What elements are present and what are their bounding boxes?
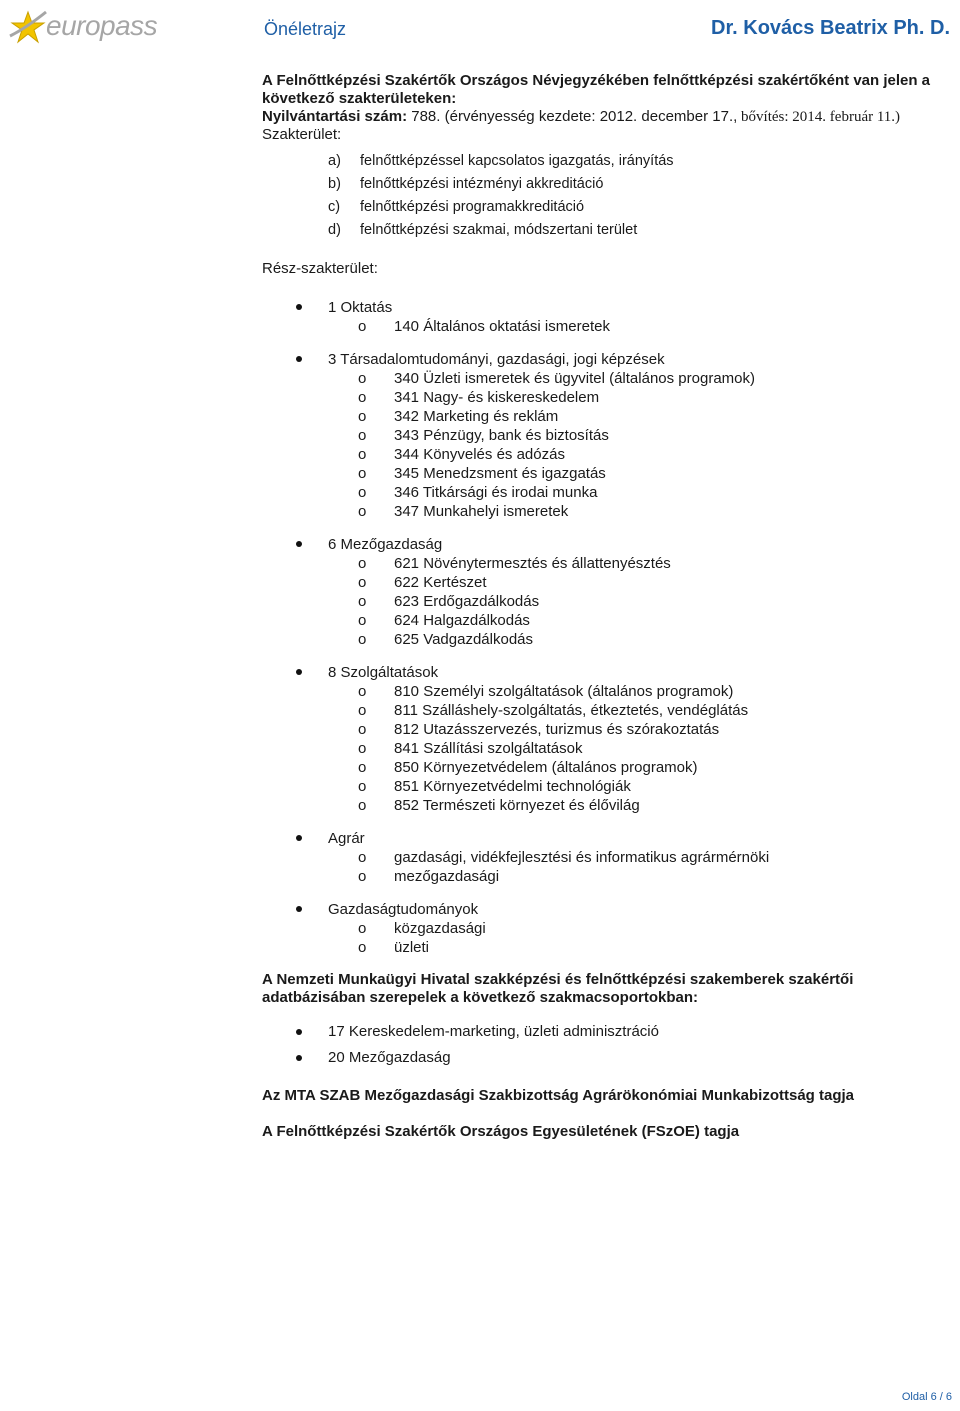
europass-wordmark: europass xyxy=(46,10,158,41)
europass-logo xyxy=(6,6,156,50)
circle-bullet-icon: o xyxy=(358,683,367,700)
list-item xyxy=(358,682,952,701)
subfield-item-list xyxy=(328,554,952,649)
subfield-group-title: 6 Mezőgazdaság xyxy=(328,536,443,553)
list-item xyxy=(358,720,952,739)
field-list xyxy=(262,150,952,242)
subfield-group xyxy=(262,663,952,815)
list-marker: c) xyxy=(328,199,341,215)
circle-bullet-icon: o xyxy=(358,503,367,520)
subfield-group xyxy=(262,298,952,336)
list-item-text: 623 Erdőgazdálkodás xyxy=(394,593,540,610)
list-item-text: felnőttképzési programakkreditáció xyxy=(360,199,585,215)
list-item xyxy=(358,407,952,426)
list-item xyxy=(262,1019,952,1045)
membership-fszoe: A Felnőttképzési Szakértők Országos Egyesületének (FSzOE) tagja xyxy=(262,1123,740,1140)
list-item xyxy=(358,919,952,938)
list-item xyxy=(358,611,952,630)
circle-bullet-icon: o xyxy=(358,574,367,591)
list-item xyxy=(358,426,952,445)
circle-bullet-icon: o xyxy=(358,920,367,937)
subfield-group xyxy=(262,829,952,886)
expert-registry-intro: A Felnőttképzési Szakértők Országos Névjegyzékében felnőttképzési szakértőként van jelen a következő szakterületeken: xyxy=(262,72,931,107)
list-item-text: 850 Környezetvédelem (általános programok) xyxy=(394,759,698,776)
subfield-group-title: 8 Szolgáltatások xyxy=(328,664,439,681)
subfield-item-list xyxy=(328,919,952,957)
bullet-icon xyxy=(296,541,302,547)
circle-bullet-icon: o xyxy=(358,555,367,572)
list-item-text: 852 Természeti környezet és élővilág xyxy=(394,797,640,814)
list-item xyxy=(358,554,952,573)
subfield-item-list xyxy=(328,848,952,886)
subfield-group xyxy=(262,535,952,649)
circle-bullet-icon: o xyxy=(358,759,367,776)
subfield-item-list xyxy=(328,369,952,521)
list-item-text: üzleti xyxy=(394,939,430,956)
subfield-group-title: Gazdaságtudományok xyxy=(328,901,479,918)
list-item-text: 624 Halgazdálkodás xyxy=(394,612,530,629)
list-item-text: 345 Menedzsment és igazgatás xyxy=(394,465,606,482)
list-item-text: felnőttképzéssel kapcsolatos igazgatás, irányítás xyxy=(360,153,674,169)
list-item-text: 344 Könyvelés és adózás xyxy=(394,446,565,463)
list-item xyxy=(358,848,952,867)
list-item xyxy=(358,796,952,815)
list-item xyxy=(358,388,952,407)
list-item xyxy=(328,219,952,242)
circle-bullet-icon: o xyxy=(358,484,367,501)
subfield-group xyxy=(262,350,952,521)
list-item xyxy=(358,758,952,777)
subfield-group-title: Agrár xyxy=(328,830,365,847)
list-item xyxy=(328,150,952,173)
list-item-text: 841 Szállítási szolgáltatások xyxy=(394,740,583,757)
circle-bullet-icon: o xyxy=(358,849,367,866)
list-item xyxy=(328,173,952,196)
nmh-list xyxy=(262,1019,952,1071)
page-header xyxy=(0,0,960,60)
circle-bullet-icon: o xyxy=(358,465,367,482)
bullet-icon xyxy=(296,1055,302,1061)
list-item-text: 343 Pénzügy, bank és biztosítás xyxy=(394,427,609,444)
registration-label: Nyilvántartási szám: xyxy=(262,108,408,125)
list-item xyxy=(358,369,952,388)
list-item xyxy=(358,317,952,336)
circle-bullet-icon: o xyxy=(358,408,367,425)
list-item-text: gazdasági, vidékfejlesztési és informatikus agrármérnöki xyxy=(394,849,770,866)
list-item xyxy=(358,701,952,720)
circle-bullet-icon: o xyxy=(358,939,367,956)
person-name: Dr. Kovács Beatrix Ph. D. xyxy=(711,17,950,39)
nmh-heading: A Nemzeti Munkaügyi Hivatal szakképzési és felnőttképzési szakemberek szakértői adatbázisában szerepelek a következő szakmacsoportokban: xyxy=(262,971,854,1006)
subfield-label: Rész-szakterület: xyxy=(262,260,378,277)
circle-bullet-icon: o xyxy=(358,427,367,444)
bullet-icon xyxy=(296,669,302,675)
list-item xyxy=(358,938,952,957)
list-item xyxy=(358,483,952,502)
list-item-text: 20 Mezőgazdaság xyxy=(328,1049,451,1066)
list-item-text: 625 Vadgazdálkodás xyxy=(394,631,533,648)
membership-mta: Az MTA SZAB Mezőgazdasági Szakbizottság Agrárökonómiai Munkabizottság tagja xyxy=(262,1087,855,1104)
list-item-text: felnőttképzési szakmai, módszertani terület xyxy=(360,222,638,238)
list-item-text: 621 Növénytermesztés és állattenyésztés xyxy=(394,555,671,572)
circle-bullet-icon: o xyxy=(358,702,367,719)
list-item-text: közgazdasági xyxy=(394,920,486,937)
registration-text: 788. (érvényesség kezdete: 2012. december 17., xyxy=(407,108,738,125)
subfield-groups xyxy=(262,298,952,957)
registration-extension: bővítés: 2014. február 11.) xyxy=(737,109,901,125)
list-item-text: 347 Munkahelyi ismeretek xyxy=(394,503,569,520)
subfield-item-list xyxy=(328,682,952,815)
circle-bullet-icon: o xyxy=(358,446,367,463)
circle-bullet-icon: o xyxy=(358,612,367,629)
document-type: Önéletrajz xyxy=(264,19,347,39)
list-item-text: 851 Környezetvédelmi technológiák xyxy=(394,778,631,795)
registration-line xyxy=(262,108,952,126)
list-item xyxy=(358,592,952,611)
list-item xyxy=(358,445,952,464)
list-item xyxy=(358,464,952,483)
list-item-text: 340 Üzleti ismeretek és ügyvitel (általános programok) xyxy=(394,370,755,387)
list-item xyxy=(358,573,952,592)
circle-bullet-icon: o xyxy=(358,631,367,648)
list-item-text: 341 Nagy- és kiskereskedelem xyxy=(394,389,600,406)
bullet-icon xyxy=(296,835,302,841)
field-label: Szakterület: xyxy=(262,126,342,143)
circle-bullet-icon: o xyxy=(358,593,367,610)
bullet-icon xyxy=(296,906,302,912)
list-item-text: 342 Marketing és reklám xyxy=(394,408,559,425)
list-item-text: 810 Személyi szolgáltatások (általános programok) xyxy=(394,683,734,700)
list-item xyxy=(358,739,952,758)
subfield-group xyxy=(262,900,952,957)
list-item xyxy=(358,867,952,886)
circle-bullet-icon: o xyxy=(358,318,367,335)
list-item-text: 17 Kereskedelem-marketing, üzleti adminisztráció xyxy=(328,1023,659,1040)
list-item-text: 811 Szálláshely-szolgáltatás, étkeztetés, vendéglátás xyxy=(394,702,749,719)
list-item-text: 346 Titkársági és irodai munka xyxy=(394,484,598,501)
list-item-text: felnőttképzési intézményi akkreditáció xyxy=(360,176,604,192)
list-item xyxy=(328,196,952,219)
list-item-text: 622 Kertészet xyxy=(394,574,487,591)
circle-bullet-icon: o xyxy=(358,868,367,885)
subfield-group-title: 1 Oktatás xyxy=(328,299,393,316)
subfield-group-title: 3 Társadalomtudományi, gazdasági, jogi képzések xyxy=(328,351,665,368)
main-content xyxy=(262,72,952,1141)
list-marker: d) xyxy=(328,222,341,238)
list-item-text: mezőgazdasági xyxy=(394,868,500,885)
list-item-text: 812 Utazásszervezés, turizmus és szórakoztatás xyxy=(394,721,720,738)
circle-bullet-icon: o xyxy=(358,797,367,814)
list-item xyxy=(358,777,952,796)
bullet-icon xyxy=(296,1029,302,1035)
list-item xyxy=(358,502,952,521)
circle-bullet-icon: o xyxy=(358,370,367,387)
bullet-icon xyxy=(296,356,302,362)
circle-bullet-icon: o xyxy=(358,389,367,406)
list-marker: b) xyxy=(328,176,341,192)
circle-bullet-icon: o xyxy=(358,740,367,757)
circle-bullet-icon: o xyxy=(358,778,367,795)
bullet-icon xyxy=(296,304,302,310)
subfield-item-list xyxy=(328,317,952,336)
list-item xyxy=(358,630,952,649)
list-item xyxy=(262,1045,952,1071)
circle-bullet-icon: o xyxy=(358,721,367,738)
list-marker: a) xyxy=(328,153,341,169)
page-number: Oldal 6 / 6 xyxy=(901,1391,952,1403)
list-item-text: 140 Általános oktatási ismeretek xyxy=(394,318,610,335)
